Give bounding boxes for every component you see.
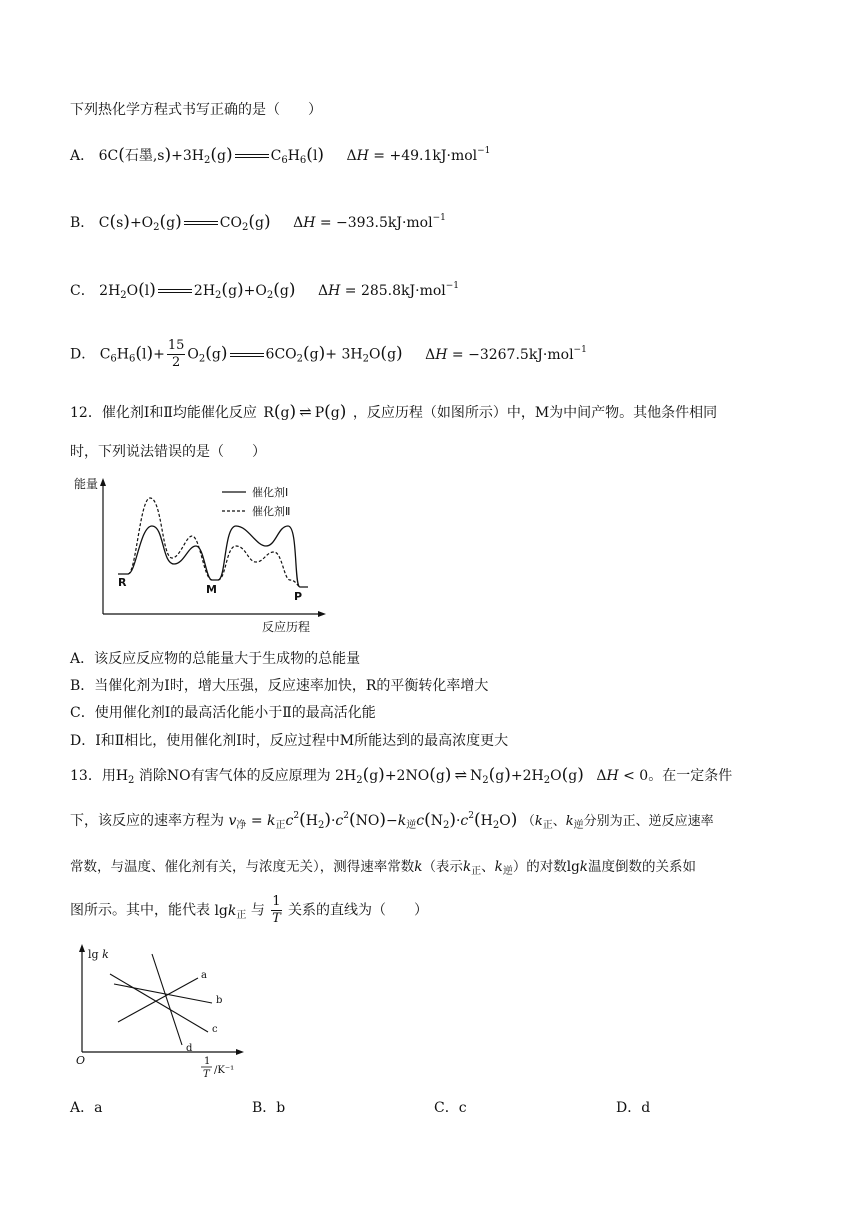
svg-text:/K⁻¹: /K⁻¹	[214, 1065, 235, 1076]
q12-option-a: A．该反应反应物的总能量大于生成物的总能量	[70, 651, 361, 667]
line-d	[152, 954, 182, 1045]
q13-line3: 常数，与温度、催化剂有关，与浓度无关），测得速率常数k（表示$k_正$、$k_逆$）的对数lgk温度倒数的关系如	[70, 859, 696, 877]
q11-option-a: A． 6C(石墨$,s)+3H_2(g)$ $C_6H_6(l) \Delta H = +49.1kJ\cdot mol^{-1}$	[70, 145, 491, 166]
q12-stem-line2: 时，下列说法错误的是（ ）	[70, 444, 266, 460]
q13-option-b: B．b	[252, 1100, 286, 1116]
q13-line2: 下，该反应的速率方程为 $v_净 = k_正c^2(H_2)\cdot c^2(NO)-k_逆c(N_2)\cdot c^2(H_2O)$ （$k_正$、$k_逆$分别为正、逆反应速率	[70, 810, 714, 831]
q12-option-b: B．当催化剂为Ⅰ时，增大压强，反应速率加快，R的平衡转化率增大	[70, 678, 489, 694]
option-label: A．	[70, 148, 95, 164]
q13-option-c: C．c	[434, 1100, 467, 1116]
energy-axis-label: 能量	[74, 477, 99, 491]
q13-option-a: A．a	[70, 1100, 103, 1116]
legend-catalyst-1: 催化剂Ⅰ	[252, 486, 289, 499]
q11-option-b: B． $C(s)+O_2(g)$ $CO_2(g) \Delta H = -393.5kJ\cdot mol^{-1}$	[70, 212, 446, 233]
q13-option-d: D．d	[616, 1100, 651, 1116]
origin-label: O	[76, 1054, 86, 1067]
q13-line4: 图所示。其中，能代表 lgk$_正$ 与 $\frac{1}{T}$ 关系的直线为（ ）	[70, 894, 429, 926]
q11-option-d: D． $C_6H_6(l)+$ $\frac{15}{2}$ $O_2(g)$ $6CO_2(g)+ 3H_2O(g) \Delta H = -3267.5kJ\cdot mol^{-1}$	[70, 338, 587, 370]
line-b-label: b	[216, 995, 223, 1006]
line-c-label: c	[212, 1024, 218, 1035]
svg-text:1: 1	[204, 1056, 211, 1067]
point-m-label: M	[206, 583, 217, 596]
line-a-label: a	[201, 970, 207, 981]
svg-text:T: T	[203, 1069, 210, 1080]
energy-profile-figure	[70, 474, 330, 636]
line-a	[118, 978, 198, 1022]
legend-catalyst-2: 催化剂Ⅱ	[252, 505, 291, 518]
q12-stem-line1: 12．催化剂Ⅰ和Ⅱ均能催化反应 R(g) ⇌ P(g) ，反应历程（如图所示）中，M为中间产物。其他条件相同	[70, 402, 718, 422]
lgk-vs-inverse-t-figure	[70, 940, 260, 1080]
q11-option-c: C． $2H_2O(l)$ $2H_2(g)+O_2(g) \Delta H = 285.8kJ\cdot mol^{-1}$	[70, 280, 460, 301]
q13-line1: 13．用$H_2$ 消除NO有害气体的反应原理为 $2H_2(g)+2NO(g)$ ⇌ $N_2(g)+2H_2O(g) \Delta H < 0$。在一定条件	[70, 765, 733, 786]
line-d-label: d	[186, 1043, 193, 1054]
q12-option-d: D．Ⅰ和Ⅱ相比，使用催化剂Ⅰ时，反应过程中M所能达到的最高浓度更大	[70, 733, 509, 749]
point-p-label: P	[294, 590, 303, 603]
reaction-axis-label: 反应历程	[262, 620, 311, 634]
q11-stem: 下列热化学方程式书写正确的是（ ）	[70, 102, 322, 118]
q12-option-c: C．使用催化剂Ⅰ的最高活化能小于Ⅱ的最高活化能	[70, 705, 376, 721]
point-r-label: R	[118, 576, 127, 589]
line-c	[110, 974, 208, 1032]
lgk-axis-label: lg k	[88, 948, 109, 961]
